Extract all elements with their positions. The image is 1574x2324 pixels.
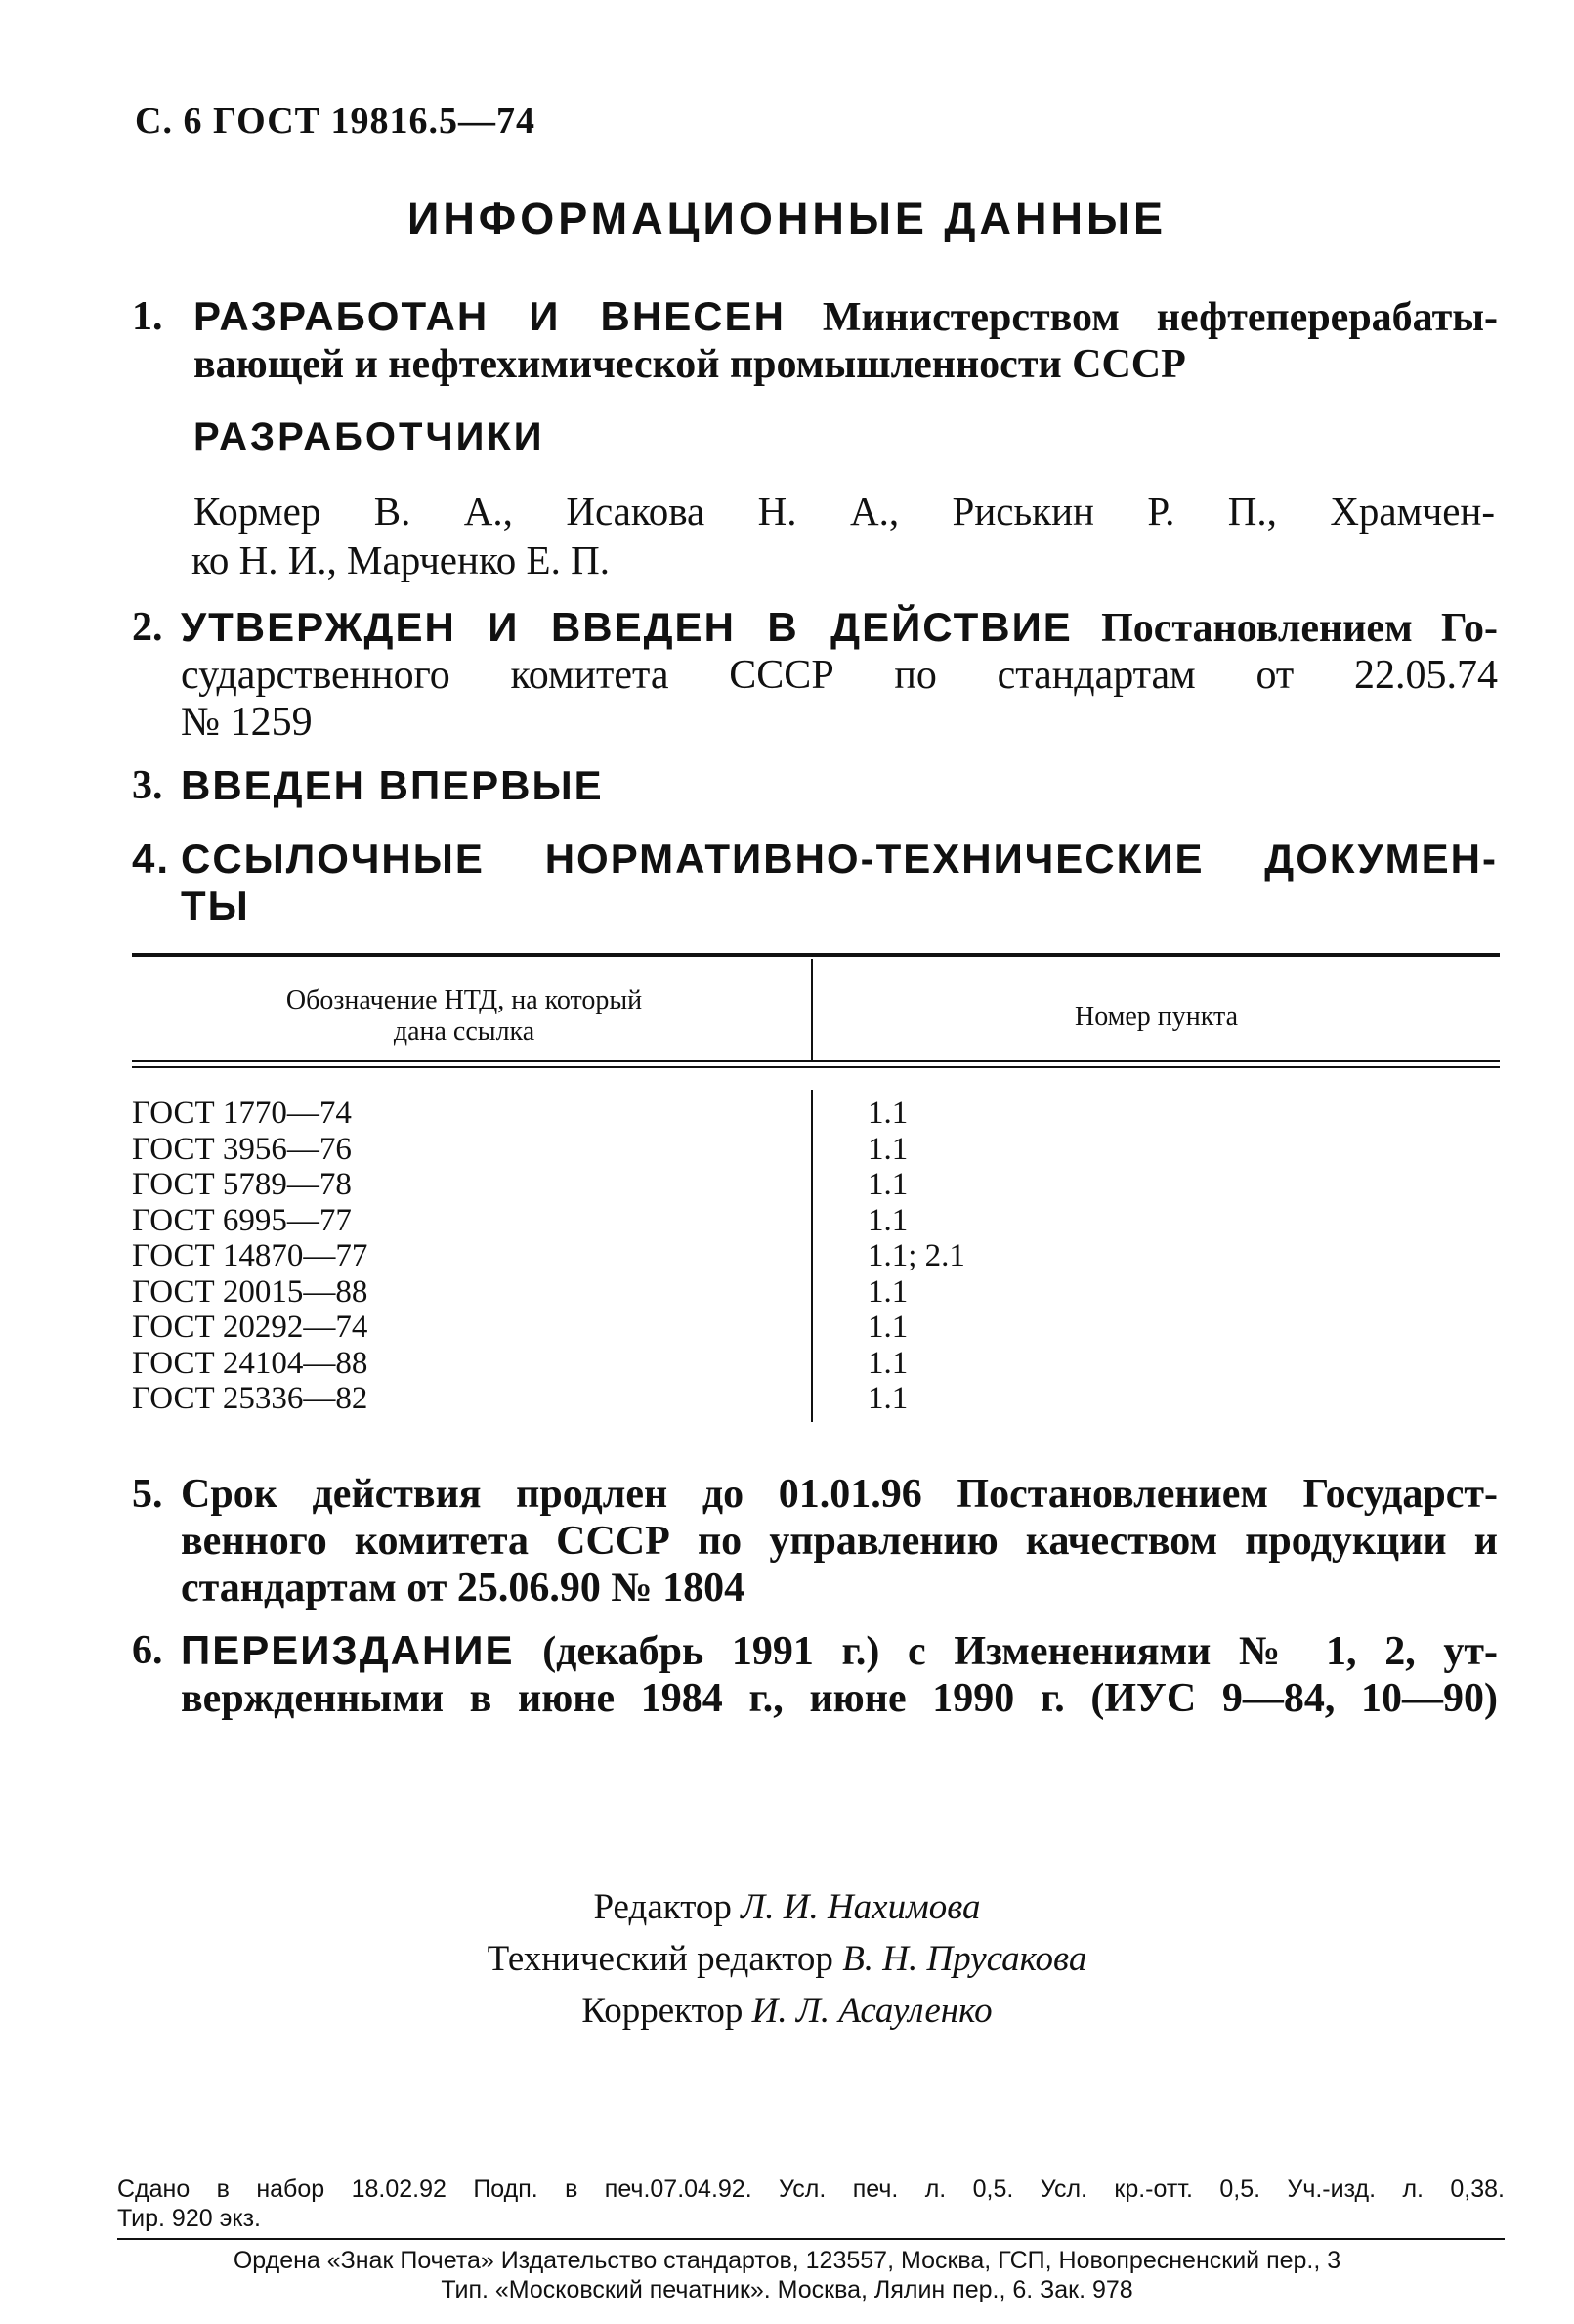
- imprint-line-2: Тир. 920 экз.: [117, 2205, 261, 2232]
- table-header-rule-1: [132, 1060, 1500, 1062]
- item-1: [132, 293, 1498, 388]
- table-row: [132, 1238, 1500, 1273]
- table-cell-document: ГОСТ 20015—88: [132, 1273, 368, 1310]
- tech-editor-line: [0, 1938, 1574, 1980]
- item-3-caps: ВВЕДЕН ВПЕРВЫЕ: [181, 762, 604, 808]
- item-1-line-2: вающей и нефтехимической промышленности СССР: [193, 342, 1186, 387]
- column-header-clause: Номер пункта: [1074, 1002, 1239, 1032]
- proofreader-name: И. Л. Асауленко: [751, 1991, 993, 2031]
- item-6-line-2: вержденными в июне 1984 г., июне 1990 г. (ИУС 9—84, 10—90): [181, 1676, 1498, 1721]
- page-header: С. 6 ГОСТ 19816.5—74: [135, 101, 535, 142]
- item-5-line-2: венного комитета СССР по управлению качеством продукции и: [181, 1519, 1498, 1564]
- table-cell-clause: 1.1: [868, 1310, 909, 1345]
- reference-table: [132, 953, 1500, 1432]
- item-5-line-1: Срок действия продлен до 01.01.96 Постановлением Государст-: [181, 1472, 1498, 1517]
- column-header-document-line-2: дана ссылка: [393, 1016, 535, 1047]
- table-cell-clause: 1.1: [868, 1167, 909, 1202]
- table-cell-document: ГОСТ 20292—74: [132, 1310, 368, 1345]
- table-row: [132, 1346, 1500, 1381]
- table-cell-clause: 1.1: [868, 1096, 909, 1131]
- table-cell-clause: 1.1: [868, 1202, 909, 1238]
- table-row: [132, 1274, 1500, 1310]
- item-4-line-1: ССЫЛОЧНЫЕ НОРМАТИВНО-ТЕХНИЧЕСКИЕ ДОКУМЕН-: [181, 836, 1498, 882]
- table-row: [132, 1381, 1500, 1416]
- table-cell-clause: 1.1: [868, 1131, 909, 1167]
- tech-editor-name: В. Н. Прусакова: [842, 1939, 1087, 1979]
- table-cell-clause: 1.1: [868, 1345, 909, 1381]
- table-cell-document: ГОСТ 5789—78: [132, 1167, 352, 1202]
- column-header-document-line-1: Обозначение НТД, на который: [285, 985, 643, 1015]
- imprint: [117, 2174, 1505, 2233]
- table-cell-document: ГОСТ 1770—74: [132, 1096, 352, 1131]
- table-cell-document: ГОСТ 24104—88: [132, 1345, 368, 1381]
- item-number: 4.: [132, 836, 171, 882]
- table-row: [132, 1203, 1500, 1238]
- item-1-line-1: [193, 293, 1498, 341]
- item-2-line-2: сударственного комитета СССР по стандартам от 22.05.74: [181, 653, 1498, 698]
- editor-label: Редактор: [593, 1887, 732, 1927]
- table-row: [132, 1132, 1500, 1167]
- table-cell-document: ГОСТ 14870—77: [132, 1238, 368, 1273]
- proofreader-line: [0, 1990, 1574, 2032]
- table-row: [132, 1310, 1500, 1345]
- item-2-line-1-rest: Постановлением Го-: [1101, 606, 1499, 651]
- item-number: 1.: [132, 294, 163, 339]
- imprint-line-1: Сдано в набор 18.02.92 Подп. в печ.07.04.92. Усл. печ. л. 0,5. Усл. кр.-отт. 0,5. Уч.-изд. л. 0,38.: [117, 2175, 1505, 2203]
- item-3: [132, 762, 1498, 810]
- printer-line: Тип. «Московский печатник». Москва, Лялин пер., 6. Зак. 978: [441, 2276, 1133, 2303]
- table-top-rule: [132, 953, 1500, 957]
- item-4: [132, 836, 1498, 929]
- item-6-line-1: [181, 1627, 1498, 1675]
- item-number: 3.: [132, 763, 163, 808]
- document-title: ИНФОРМАЦИОННЫЕ ДАННЫЕ: [406, 194, 1168, 243]
- developers-line-1: Кормер В. А., Исакова Н. А., Риськин Р. П., Храмчен-: [193, 489, 1495, 534]
- item-number: 5.: [132, 1472, 163, 1517]
- item-1-caps: РАЗРАБОТАН И ВНЕСЕН: [193, 293, 786, 339]
- item-6: [132, 1627, 1498, 1722]
- developers-line-2: ко Н. И., Марченко Е. П.: [191, 538, 610, 582]
- item-2-line-3: № 1259: [181, 700, 313, 745]
- footer-rule: [117, 2238, 1505, 2240]
- editor-name: Л. И. Нахимова: [741, 1887, 981, 1927]
- item-number: 6.: [132, 1628, 163, 1673]
- table-header-rule-2: [132, 1066, 1500, 1068]
- table-cell-document: ГОСТ 25336—82: [132, 1381, 368, 1416]
- item-5-line-3: стандартам от 25.06.90 № 1804: [181, 1566, 745, 1611]
- developers-heading: РАЗРАБОТЧИКИ: [193, 415, 545, 458]
- tech-editor-label: Технический редактор: [487, 1939, 833, 1979]
- table-cell-document: ГОСТ 6995—77: [132, 1202, 352, 1238]
- item-number: 2.: [132, 605, 163, 650]
- editor-line: [0, 1886, 1574, 1928]
- item-6-caps: ПЕРЕИЗДАНИЕ: [181, 1627, 515, 1673]
- item-2-line-1: [181, 604, 1498, 652]
- table-cell-clause: 1.1; 2.1: [868, 1238, 965, 1273]
- item-4-line-2: ТЫ: [181, 882, 250, 928]
- item-6-line-1-rest: (декабрь 1991 г.) с Изменениями № 1, 2, ут-: [542, 1629, 1498, 1674]
- item-1-line-1-rest: Министерством нефтеперерабаты-: [822, 295, 1498, 340]
- table-cell-clause: 1.1: [868, 1273, 909, 1310]
- table-cell-document: ГОСТ 3956—76: [132, 1131, 352, 1167]
- developers-list: [193, 487, 1495, 584]
- table-cell-clause: 1.1: [868, 1381, 909, 1416]
- column-header-document: [132, 985, 796, 1048]
- table-row: [132, 1167, 1500, 1202]
- proofreader-label: Корректор: [581, 1991, 744, 2031]
- item-2-caps: УТВЕРЖДЕН И ВВЕДЕН В ДЕЙСТВИЕ: [181, 604, 1073, 650]
- item-2: [132, 604, 1498, 746]
- item-5: [132, 1471, 1498, 1612]
- table-row: [132, 1096, 1500, 1131]
- publisher-line: Ордена «Знак Почета» Издательство стандартов, 123557, Москва, ГСП, Новопресненский пер., 3: [233, 2247, 1341, 2274]
